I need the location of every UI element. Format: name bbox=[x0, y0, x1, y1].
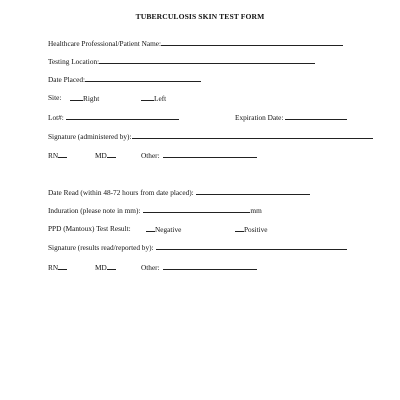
other-field[interactable] bbox=[163, 150, 257, 158]
negative-option[interactable] bbox=[146, 224, 181, 234]
induration-label: Induration (please note in mm): bbox=[48, 206, 141, 215]
rn-option[interactable] bbox=[48, 150, 67, 160]
rn-blank[interactable] bbox=[58, 150, 67, 158]
rn-label: RN bbox=[48, 151, 59, 160]
rn2-option[interactable] bbox=[48, 262, 67, 272]
patient-name-label: Healthcare Professional/Patient Name: bbox=[48, 39, 162, 48]
lot-row bbox=[48, 112, 179, 122]
date-read-label: Date Read (within 48-72 hours from date placed): bbox=[48, 188, 194, 197]
md2-label: MD bbox=[95, 263, 107, 272]
expiration-row bbox=[235, 112, 347, 122]
signature-results-row bbox=[48, 242, 347, 252]
md-option[interactable] bbox=[95, 150, 116, 160]
signature-results-field[interactable] bbox=[156, 242, 347, 250]
induration-field[interactable] bbox=[143, 205, 250, 213]
patient-name-field[interactable] bbox=[161, 38, 343, 46]
rn2-blank[interactable] bbox=[58, 262, 67, 270]
date-placed-label: Date Placed: bbox=[48, 75, 86, 84]
other2-field[interactable] bbox=[163, 262, 257, 270]
site-right-label: Right bbox=[83, 94, 100, 103]
positive-label: Positive bbox=[244, 225, 268, 234]
site-right-blank[interactable] bbox=[70, 93, 83, 101]
md-blank[interactable] bbox=[107, 150, 116, 158]
date-placed-row bbox=[48, 74, 201, 84]
other-label: Other: bbox=[141, 151, 160, 160]
form-title: TUBERCULOSIS SKIN TEST FORM bbox=[135, 12, 265, 21]
date-placed-field[interactable] bbox=[85, 74, 201, 82]
signature-administered-row bbox=[48, 131, 373, 141]
ppd-result-label: PPD (Mantoux) Test Result: bbox=[48, 224, 131, 233]
positive-blank[interactable] bbox=[235, 224, 244, 232]
site-left-blank[interactable] bbox=[141, 93, 154, 101]
positive-option[interactable] bbox=[235, 224, 268, 234]
expiration-field[interactable] bbox=[285, 112, 347, 120]
site-left-option[interactable] bbox=[141, 93, 166, 103]
other2-label: Other: bbox=[141, 263, 160, 272]
site-left-label: Left bbox=[154, 94, 167, 103]
mm-label: mm bbox=[250, 206, 262, 215]
other2-row bbox=[141, 262, 257, 272]
md2-option[interactable] bbox=[95, 262, 116, 272]
testing-location-label: Testing Location: bbox=[48, 57, 100, 66]
date-read-field[interactable] bbox=[196, 187, 310, 195]
negative-label: Negative bbox=[155, 225, 182, 234]
md2-blank[interactable] bbox=[107, 262, 116, 270]
rn2-label: RN bbox=[48, 263, 59, 272]
expiration-label: Expiration Date: bbox=[235, 113, 284, 122]
site-right-option[interactable] bbox=[70, 93, 99, 103]
date-read-row bbox=[48, 187, 310, 197]
testing-location-field[interactable] bbox=[99, 56, 315, 64]
negative-blank[interactable] bbox=[146, 224, 155, 232]
signature-administered-label: Signature (administered by): bbox=[48, 132, 132, 141]
induration-row bbox=[48, 205, 262, 215]
site-label: Site: bbox=[48, 93, 62, 102]
lot-field[interactable] bbox=[66, 112, 179, 120]
signature-results-label: Signature (results read/reported by): bbox=[48, 243, 154, 252]
testing-location-row bbox=[48, 56, 315, 66]
lot-label: Lot#: bbox=[48, 113, 64, 122]
other-row bbox=[141, 150, 257, 160]
patient-name-row bbox=[48, 38, 343, 48]
md-label: MD bbox=[95, 151, 107, 160]
signature-administered-field[interactable] bbox=[132, 131, 373, 139]
